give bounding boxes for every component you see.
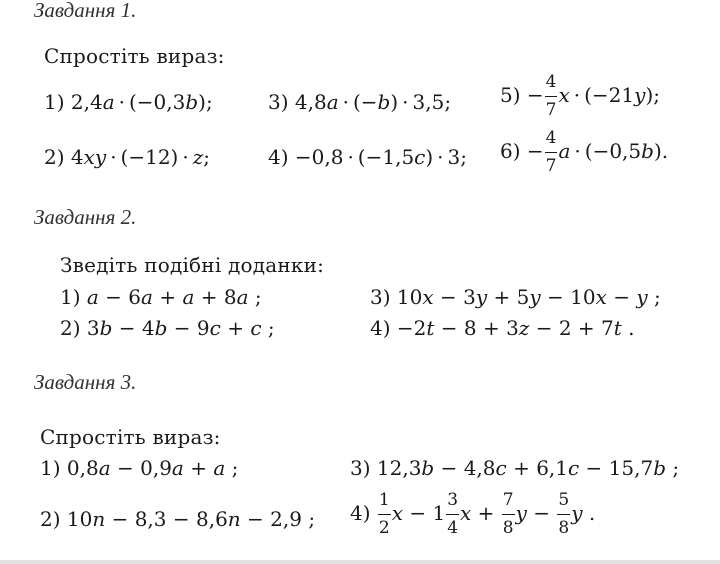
- task1-exercise-4-label: 4): [268, 145, 289, 169]
- task2-title: Завдання 2.: [34, 205, 137, 229]
- task2-exercise-3-label: 3): [370, 285, 391, 309]
- task1-exercise-5: 5) − $\frac{4}{7}$ x · (−21y);: [500, 72, 660, 120]
- task1-exercise-6-label: 6): [500, 139, 521, 163]
- page-bottom-border: [0, 560, 720, 564]
- task3-exercise-2-label: 2): [40, 507, 61, 531]
- task3-exercise-4-label: 4): [350, 501, 371, 525]
- task1-exercise-1: 1) 2,4a · (−0,3b);: [44, 90, 213, 114]
- task3-exercise-3: 3) 12,3b − 4,8c + 6,1c − 15,7b ;: [350, 456, 680, 480]
- task3-exercise-3-label: 3): [350, 456, 371, 480]
- fraction: $\frac{1}{2}$: [378, 490, 390, 538]
- task1-exercise-5-label: 5): [500, 83, 521, 107]
- task2-exercise-1-label: 1): [60, 285, 81, 309]
- task1-exercise-2: 2) 4xy · (−12) · z;: [44, 145, 211, 169]
- task1-exercise-4: 4) −0,8 · (−1,5c) · 3;: [268, 145, 467, 169]
- fraction: $\frac{5}{8}$: [558, 490, 570, 538]
- task2-exercise-3: 3) 10x − 3y + 5y − 10x − y ;: [370, 285, 661, 309]
- task1-exercise-3: 3) 4,8a · (−b) · 3,5;: [268, 90, 452, 114]
- task2-exercise-2: 2) 3b − 4b − 9c + c ;: [60, 316, 275, 340]
- fraction: $\frac{4}{7}$: [545, 72, 557, 120]
- task1-exercise-3-label: 3): [268, 90, 289, 114]
- task3-exercise-1-label: 1): [40, 456, 61, 480]
- task2-exercise-4: 4) −2t − 8 + 3z − 2 + 7t .: [370, 316, 635, 340]
- task1-title: Завдання 1.: [34, 0, 137, 22]
- task3-instruction: Спростіть вираз:: [40, 425, 221, 449]
- task1-exercise-2-label: 2): [44, 145, 65, 169]
- fraction: $\frac{7}{8}$: [502, 490, 514, 538]
- task3-exercise-2: 2) 10n − 8,3 − 8,6n − 2,9 ;: [40, 507, 316, 531]
- task3-title: Завдання 3.: [34, 370, 137, 394]
- task2-exercise-2-label: 2): [60, 316, 81, 340]
- task1-instruction: Спростіть вираз:: [44, 44, 225, 68]
- task2-exercise-4-label: 4): [370, 316, 391, 340]
- task2-exercise-1: 1) a − 6a + a + 8a ;: [60, 285, 262, 309]
- task1-exercise-6: 6) − $\frac{4}{7}$ a · (−0,5b).: [500, 128, 669, 176]
- task2-instruction: Зведіть подібні доданки:: [60, 253, 325, 277]
- task3-exercise-4: 4) $\frac{1}{2}$ x − 1 $\frac{3}{4}$ x + $\frac{7}{8}$ y − $\frac{5}{8}$ y .: [350, 490, 596, 538]
- fraction: $\frac{4}{7}$: [545, 128, 557, 176]
- task3-exercise-1: 1) 0,8a − 0,9a + a ;: [40, 456, 239, 480]
- fraction: $\frac{3}{4}$: [447, 490, 459, 538]
- task1-exercise-1-label: 1): [44, 90, 65, 114]
